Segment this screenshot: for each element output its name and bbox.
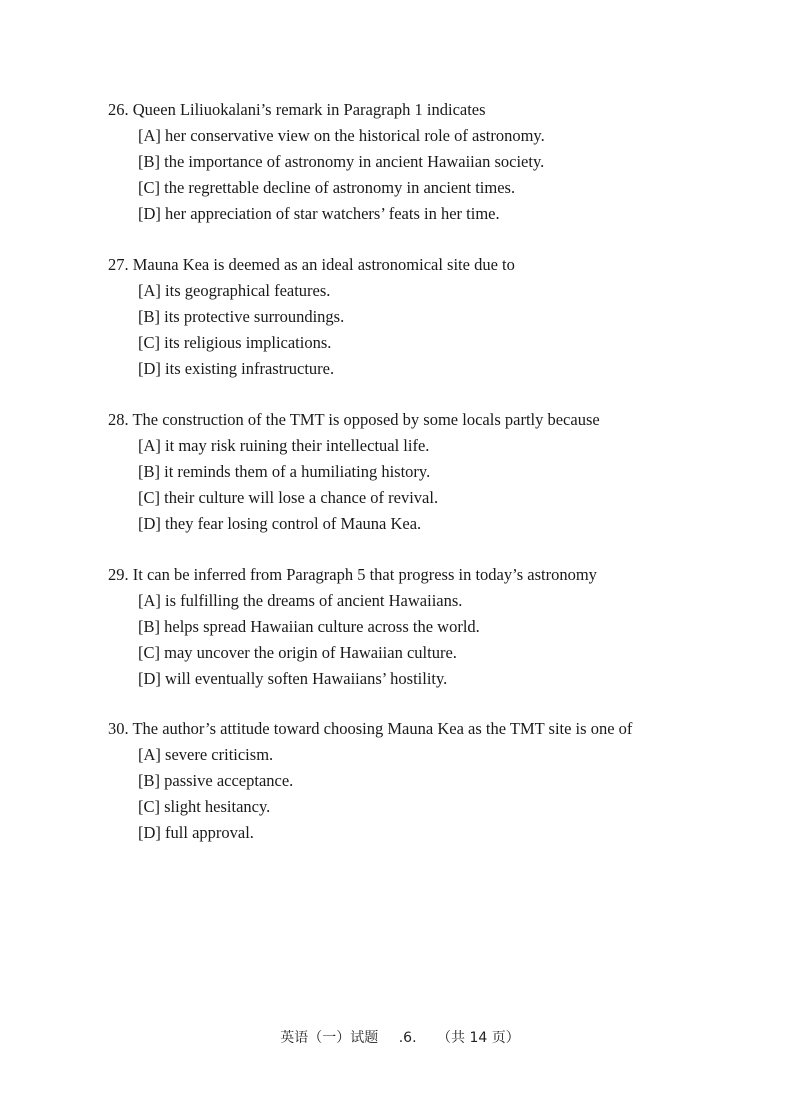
- option-a: [A] is fulfilling the dreams of ancient Hawaiians.: [138, 591, 463, 610]
- question-number: 30.: [108, 719, 129, 738]
- question-stem: [108, 97, 768, 123]
- page-footer: [0, 1027, 800, 1047]
- question-number: 27.: [108, 255, 129, 274]
- option-c: [C] their culture will lose a chance of revival.: [138, 488, 439, 507]
- question-26: [108, 97, 768, 227]
- option-a: [A] her conservative view on the historical role of astronomy.: [138, 126, 545, 145]
- option-d: [D] full approval.: [138, 823, 254, 842]
- option-b: [B] helps spread Hawaiian culture across the world.: [138, 617, 480, 636]
- option-c: [C] may uncover the origin of Hawaiian culture.: [138, 643, 457, 662]
- question-27: [108, 252, 768, 382]
- option-a: [A] severe criticism.: [138, 745, 274, 764]
- option-d: [D] its existing infrastructure.: [138, 359, 335, 378]
- question-number: 29.: [108, 565, 129, 584]
- option-b: [B] passive acceptance.: [138, 771, 294, 790]
- footer-title: 英语（一）试题: [280, 1030, 379, 1046]
- option-d: [D] will eventually soften Hawaiians’ hostility.: [138, 669, 448, 688]
- option-a: [A] it may risk ruining their intellectual life.: [138, 436, 430, 455]
- question-28: [108, 407, 768, 537]
- question-stem: [108, 716, 768, 742]
- option-c: [C] the regrettable decline of astronomy in ancient times.: [138, 178, 516, 197]
- footer-page-number: .6.: [398, 1030, 417, 1046]
- question-stem: [108, 252, 768, 278]
- question-text: It can be inferred from Paragraph 5 that progress in today’s astronomy: [132, 565, 597, 584]
- option-d: [D] they fear losing control of Mauna Kea.: [138, 514, 422, 533]
- question-stem: [108, 407, 768, 433]
- question-number: 28.: [108, 410, 129, 429]
- question-number: 26.: [108, 100, 129, 119]
- question-stem: [108, 562, 768, 588]
- footer-total-pages: （共 14 页）: [437, 1030, 520, 1046]
- option-b: [B] it reminds them of a humiliating history.: [138, 462, 431, 481]
- option-a: [A] its geographical features.: [138, 281, 331, 300]
- question-text: Mauna Kea is deemed as an ideal astronomical site due to: [132, 255, 515, 274]
- option-c: [C] its religious implications.: [138, 333, 332, 352]
- option-b: [B] its protective surroundings.: [138, 307, 345, 326]
- question-text: Queen Liliuokalani’s remark in Paragraph 1 indicates: [132, 100, 486, 119]
- question-text: The author’s attitude toward choosing Mauna Kea as the TMT site is one of: [132, 719, 633, 738]
- question-text: The construction of the TMT is opposed by some locals partly because: [132, 410, 600, 429]
- option-b: [B] the importance of astronomy in ancient Hawaiian society.: [138, 152, 545, 171]
- question-30: [108, 716, 768, 846]
- question-29: [108, 562, 768, 692]
- option-d: [D] her appreciation of star watchers’ feats in her time.: [138, 204, 500, 223]
- option-c: [C] slight hesitancy.: [138, 797, 271, 816]
